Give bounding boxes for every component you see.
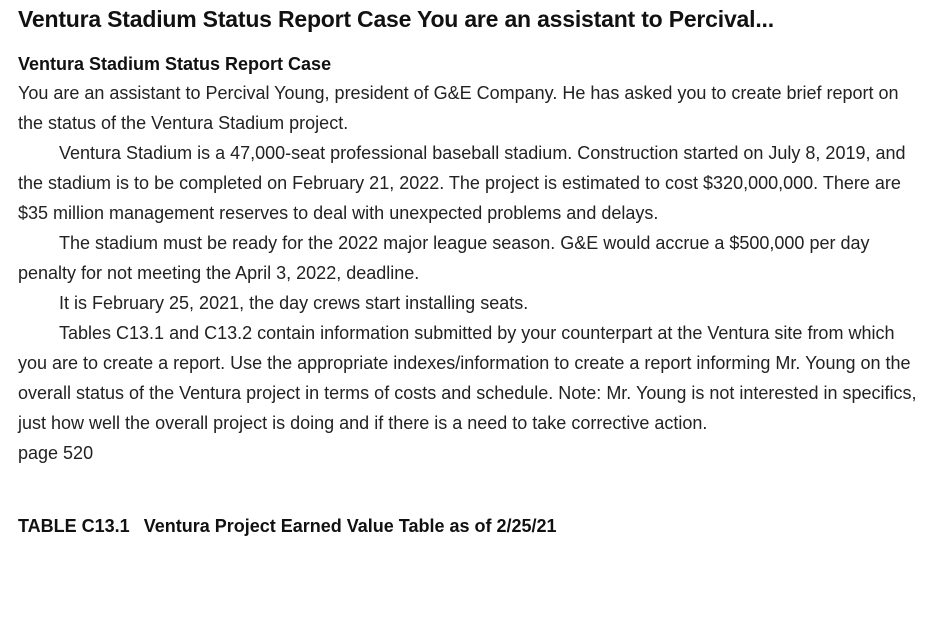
table-caption bbox=[18, 514, 922, 538]
page-title: Ventura Stadium Status Report Case You are an assistant to Percival... bbox=[18, 6, 774, 32]
case-paragraph-date: It is February 25, 2021, the day crews start installing seats. bbox=[59, 293, 529, 313]
case-paragraph-stadium: Ventura Stadium is a 47,000-seat professional baseball stadium. Construction started on July 8, 2019, and the stadium is to be completed on February 21, 2022. The project is estimated to cost $320,000,000. There are $35 million management reserves to deal with unexpected problems and delays. bbox=[18, 143, 906, 223]
case-paragraph-intro: You are an assistant to Percival Young, president of G&E Company. He has asked you to create brief report on the status of the Ventura Stadium project. bbox=[18, 83, 899, 133]
page-reference: page 520 bbox=[18, 443, 94, 463]
table-label: TABLE C13.1 bbox=[18, 516, 130, 536]
table-title: Ventura Project Earned Value Table as of 2/25/21 bbox=[143, 516, 557, 536]
case-heading: Ventura Stadium Status Report Case bbox=[18, 54, 332, 74]
case-paragraph-deadline: The stadium must be ready for the 2022 major league season. G&E would accrue a $500,000 per day penalty for not meeting the April 3, 2022, deadline. bbox=[18, 233, 870, 283]
case-paragraph-task: Tables C13.1 and C13.2 contain information submitted by your counterpart at the Ventura site from which you are to create a report. Use the appropriate indexes/information to create a report informing Mr. Young on the overall status of the Ventura project in terms of costs and schedule. Note: Mr. Young is not interested in specifics, just how well the overall project is doing and if there is a need to take corrective action. bbox=[18, 323, 917, 433]
